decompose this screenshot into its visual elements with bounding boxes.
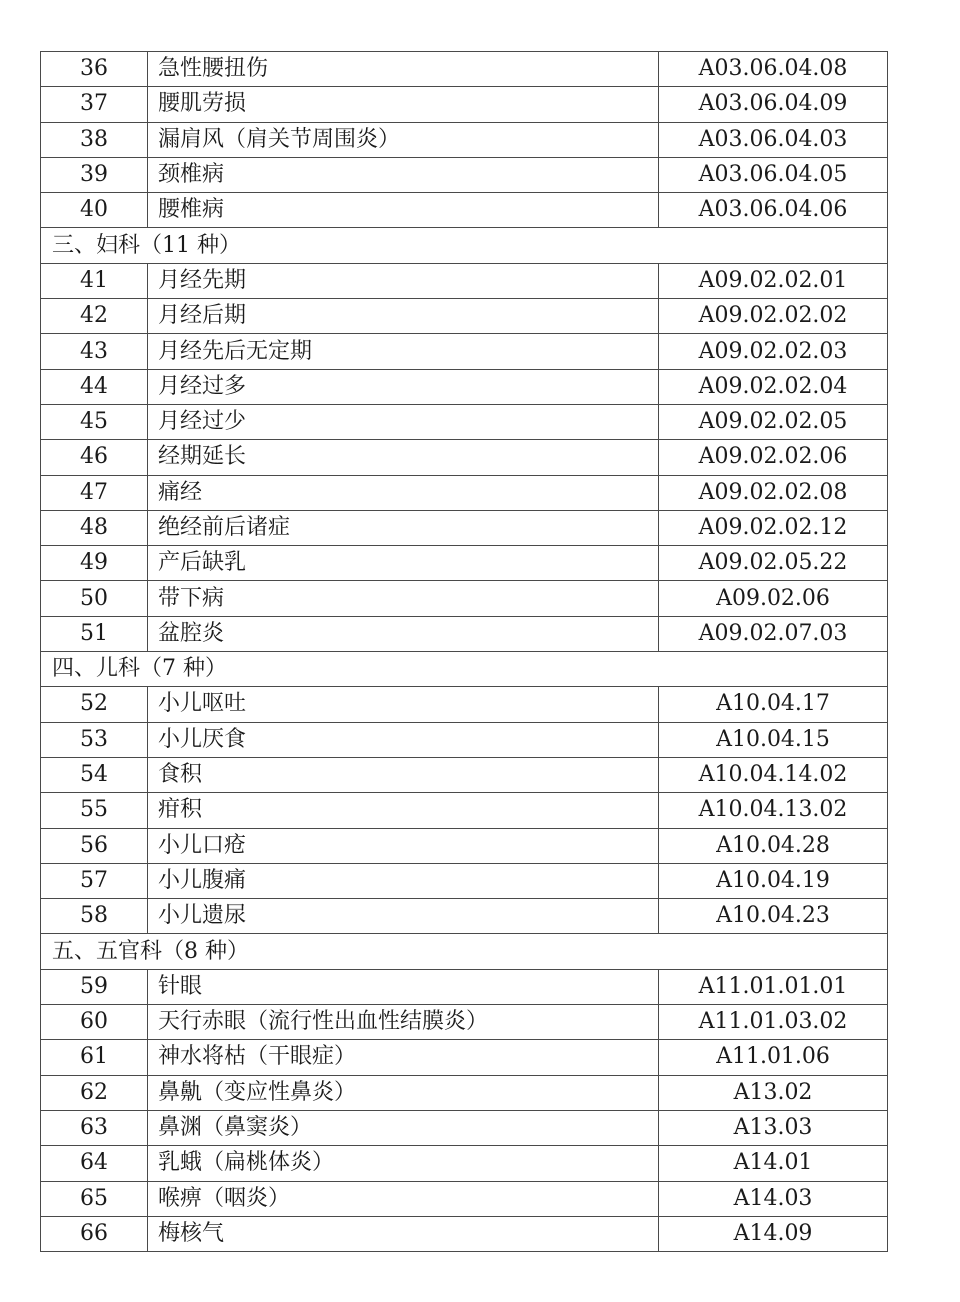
disease-name: 鼻渊（鼻窦炎） — [148, 1110, 659, 1145]
table-row — [41, 828, 888, 863]
disease-code: A14.03 — [659, 1181, 888, 1216]
disease-name: 盆腔炎 — [148, 616, 659, 651]
disease-code: A09.02.02.05 — [659, 404, 888, 439]
table-row — [41, 1146, 888, 1181]
disease-name: 小儿厌食 — [148, 722, 659, 757]
table-row — [41, 157, 888, 192]
disease-code: A09.02.02.02 — [659, 299, 888, 334]
disease-code: A11.01.06 — [659, 1040, 888, 1075]
row-number: 41 — [41, 263, 148, 298]
row-number: 51 — [41, 616, 148, 651]
disease-code: A03.06.04.09 — [659, 87, 888, 122]
table-row — [41, 757, 888, 792]
row-number: 59 — [41, 969, 148, 1004]
disease-code: A09.02.02.06 — [659, 440, 888, 475]
row-number: 55 — [41, 793, 148, 828]
disease-name: 月经过少 — [148, 404, 659, 439]
table-row — [41, 263, 888, 298]
disease-name: 月经先期 — [148, 263, 659, 298]
table-row — [41, 52, 888, 87]
row-number: 36 — [41, 52, 148, 87]
disease-name: 小儿腹痛 — [148, 863, 659, 898]
disease-code: A10.04.13.02 — [659, 793, 888, 828]
disease-name: 小儿遗尿 — [148, 899, 659, 934]
row-number: 62 — [41, 1075, 148, 1110]
disease-name: 月经后期 — [148, 299, 659, 334]
row-number: 57 — [41, 863, 148, 898]
disease-code: A09.02.07.03 — [659, 616, 888, 651]
disease-code: A03.06.04.06 — [659, 193, 888, 228]
row-number: 50 — [41, 581, 148, 616]
row-number: 40 — [41, 193, 148, 228]
disease-name: 腰椎病 — [148, 193, 659, 228]
table-row — [41, 546, 888, 581]
disease-code: A09.02.02.12 — [659, 510, 888, 545]
disease-code-table — [40, 51, 888, 1252]
disease-code: A11.01.01.01 — [659, 969, 888, 1004]
row-number: 54 — [41, 757, 148, 792]
disease-code: A10.04.17 — [659, 687, 888, 722]
disease-code: A09.02.05.22 — [659, 546, 888, 581]
disease-name: 痛经 — [148, 475, 659, 510]
table-row — [41, 299, 888, 334]
disease-code: A10.04.14.02 — [659, 757, 888, 792]
row-number: 37 — [41, 87, 148, 122]
table-row — [41, 1040, 888, 1075]
table-row — [41, 969, 888, 1004]
table-row — [41, 1110, 888, 1145]
disease-name: 急性腰扭伤 — [148, 52, 659, 87]
row-number: 60 — [41, 1005, 148, 1040]
table-row — [41, 475, 888, 510]
table-row — [41, 334, 888, 369]
row-number: 48 — [41, 510, 148, 545]
section-heading: 三、妇科（11 种） — [41, 228, 888, 263]
row-number: 61 — [41, 1040, 148, 1075]
row-number: 42 — [41, 299, 148, 334]
row-number: 44 — [41, 369, 148, 404]
table-row — [41, 510, 888, 545]
table-row — [41, 122, 888, 157]
disease-name: 食积 — [148, 757, 659, 792]
table-row — [41, 369, 888, 404]
disease-code: A10.04.15 — [659, 722, 888, 757]
row-number: 65 — [41, 1181, 148, 1216]
disease-code: A03.06.04.08 — [659, 52, 888, 87]
disease-name: 乳蛾（扁桃体炎） — [148, 1146, 659, 1181]
disease-name: 疳积 — [148, 793, 659, 828]
table-row — [41, 722, 888, 757]
disease-name: 绝经前后诸症 — [148, 510, 659, 545]
disease-name: 针眼 — [148, 969, 659, 1004]
table-row — [41, 193, 888, 228]
row-number: 45 — [41, 404, 148, 439]
table-row — [41, 793, 888, 828]
section-row — [41, 652, 888, 687]
table-row — [41, 440, 888, 475]
row-number: 52 — [41, 687, 148, 722]
table-row — [41, 404, 888, 439]
disease-code: A09.02.02.04 — [659, 369, 888, 404]
disease-name: 颈椎病 — [148, 157, 659, 192]
table-row — [41, 687, 888, 722]
disease-name: 小儿呕吐 — [148, 687, 659, 722]
disease-code: A10.04.19 — [659, 863, 888, 898]
table-row — [41, 1005, 888, 1040]
section-heading: 五、五官科（8 种） — [41, 934, 888, 969]
disease-name: 带下病 — [148, 581, 659, 616]
disease-name: 月经先后无定期 — [148, 334, 659, 369]
row-number: 64 — [41, 1146, 148, 1181]
disease-name: 喉痹（咽炎） — [148, 1181, 659, 1216]
disease-code: A14.01 — [659, 1146, 888, 1181]
disease-code: A10.04.28 — [659, 828, 888, 863]
disease-name: 梅核气 — [148, 1216, 659, 1251]
disease-code: A09.02.02.03 — [659, 334, 888, 369]
row-number: 66 — [41, 1216, 148, 1251]
disease-name: 腰肌劳损 — [148, 87, 659, 122]
row-number: 38 — [41, 122, 148, 157]
table-row — [41, 616, 888, 651]
row-number: 58 — [41, 899, 148, 934]
disease-name: 经期延长 — [148, 440, 659, 475]
disease-code: A10.04.23 — [659, 899, 888, 934]
table-row — [41, 863, 888, 898]
table-body — [41, 52, 888, 1252]
disease-code: A13.03 — [659, 1110, 888, 1145]
section-row — [41, 228, 888, 263]
disease-code: A11.01.03.02 — [659, 1005, 888, 1040]
row-number: 56 — [41, 828, 148, 863]
row-number: 63 — [41, 1110, 148, 1145]
disease-code: A03.06.04.03 — [659, 122, 888, 157]
disease-code: A09.02.06 — [659, 581, 888, 616]
table-row — [41, 1216, 888, 1251]
disease-name: 鼻鼽（变应性鼻炎） — [148, 1075, 659, 1110]
disease-code: A03.06.04.05 — [659, 157, 888, 192]
section-row — [41, 934, 888, 969]
table-row — [41, 87, 888, 122]
disease-code: A09.02.02.01 — [659, 263, 888, 298]
disease-code: A14.09 — [659, 1216, 888, 1251]
disease-name: 产后缺乳 — [148, 546, 659, 581]
disease-name: 月经过多 — [148, 369, 659, 404]
row-number: 43 — [41, 334, 148, 369]
disease-name: 小儿口疮 — [148, 828, 659, 863]
table-row — [41, 899, 888, 934]
row-number: 53 — [41, 722, 148, 757]
table-row — [41, 581, 888, 616]
disease-name: 神水将枯（干眼症） — [148, 1040, 659, 1075]
table-row — [41, 1181, 888, 1216]
row-number: 39 — [41, 157, 148, 192]
table-row — [41, 1075, 888, 1110]
section-heading: 四、儿科（7 种） — [41, 652, 888, 687]
row-number: 46 — [41, 440, 148, 475]
disease-code: A09.02.02.08 — [659, 475, 888, 510]
row-number: 47 — [41, 475, 148, 510]
disease-name: 漏肩风（肩关节周围炎） — [148, 122, 659, 157]
disease-code: A13.02 — [659, 1075, 888, 1110]
disease-name: 天行赤眼（流行性出血性结膜炎） — [148, 1005, 659, 1040]
row-number: 49 — [41, 546, 148, 581]
